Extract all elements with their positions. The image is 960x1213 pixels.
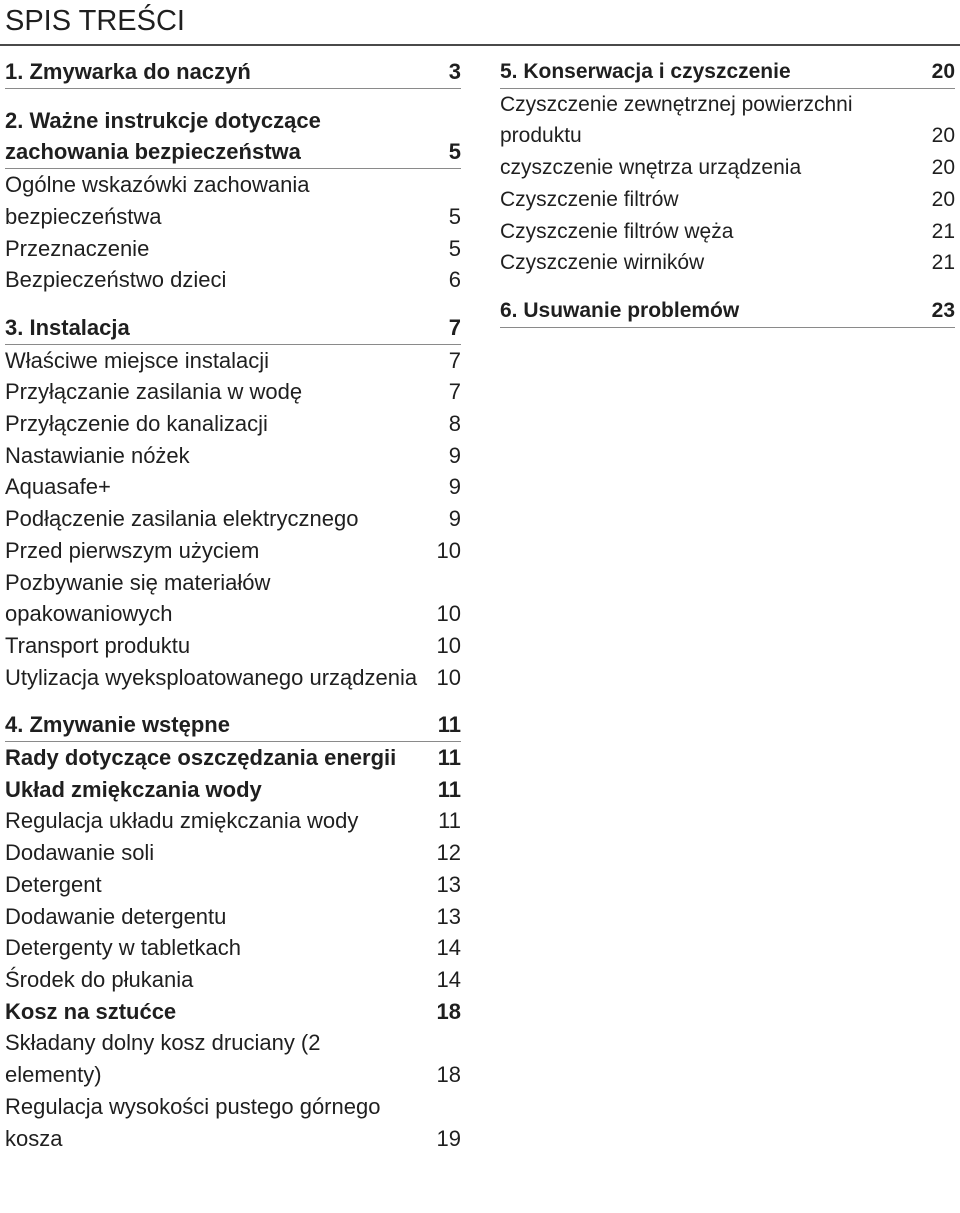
toc-entry-kosz-na-sztucce[interactable] xyxy=(5,996,461,1028)
toc-entry-label: Detergent xyxy=(5,871,102,897)
toc-entry-czyszczenie-wnetrza-urzadzenia[interactable] xyxy=(500,152,955,184)
toc-page-number: 10 xyxy=(436,632,461,658)
toc-page-number: 7 xyxy=(448,379,461,405)
toc-entry-skladany-dolny-kosz-druciany-2-elementy[interactable] xyxy=(5,1027,461,1090)
toc-entry-czyszczenie-filtrow-weza[interactable] xyxy=(500,216,955,248)
toc-chapter-3-instalacja[interactable] xyxy=(5,312,461,345)
toc-left-column xyxy=(5,56,461,1154)
toc-entry-label: Regulacja wysokości pustego górnego kosza xyxy=(5,1093,381,1151)
toc-page-number: 5 xyxy=(448,235,461,261)
toc-page-number: 5 xyxy=(448,203,461,229)
toc-entry-label: Przyłączanie zasilania w wodę xyxy=(5,379,303,405)
toc-page-number: 13 xyxy=(436,871,461,897)
toc-entry-label: Przeznaczenie xyxy=(5,235,150,261)
toc-page-number: 5 xyxy=(448,139,461,165)
toc-page-number: 7 xyxy=(448,314,461,340)
toc-page-number: 11 xyxy=(437,776,461,802)
toc-entry-label: Czyszczenie zewnętrznej powierzchni produktu xyxy=(500,92,853,148)
toc-entry-label: Nastawianie nóżek xyxy=(5,442,190,468)
toc-entry-label: Bezpieczeństwo dzieci xyxy=(5,267,227,293)
toc-page-number: 11 xyxy=(438,808,461,834)
toc-entry-label: Czyszczenie filtrów xyxy=(500,187,679,211)
toc-entry-label: Transport produktu xyxy=(5,632,191,658)
toc-entry-utylizacja-wyeksploatowanego-urzadzenia[interactable] xyxy=(5,662,461,694)
toc-page-number: 12 xyxy=(436,840,461,866)
toc-page-number: 19 xyxy=(436,1125,461,1151)
toc-page-number: 8 xyxy=(448,411,461,437)
toc-chapter-2-wazne-instrukcje-dotyczace-zachowania-bezpieczenstwa[interactable] xyxy=(5,105,461,169)
toc-page-number: 21 xyxy=(931,219,955,243)
toc-entry-label: Czyszczenie wirników xyxy=(500,251,705,275)
toc-entry-label: Dodawanie soli xyxy=(5,840,155,866)
toc-entry-label: Regulacja układu zmiękczania wody xyxy=(5,808,359,834)
toc-entry-pozbywanie-sie-materialow-opakowaniowych[interactable] xyxy=(5,567,461,630)
toc-page-number: 14 xyxy=(436,966,461,992)
toc-page-number: 11 xyxy=(437,712,461,738)
toc-page-number: 21 xyxy=(931,251,955,275)
toc-page-number: 18 xyxy=(436,1062,461,1088)
toc-chapter-4-zmywanie-wstepne[interactable] xyxy=(5,709,461,742)
toc-entry-label: Układ zmiękczania wody xyxy=(5,776,262,802)
toc-page-number: 9 xyxy=(448,442,461,468)
toc-chapter-5-konserwacja-i-czyszczenie[interactable] xyxy=(500,56,955,89)
toc-entry-transport-produktu[interactable] xyxy=(5,630,461,662)
toc-entry-czyszczenie-wirnikow[interactable] xyxy=(500,247,955,279)
toc-page-number: 11 xyxy=(437,745,461,771)
toc-page-number: 9 xyxy=(448,474,461,500)
toc-entry-rady-dotyczace-oszczedzania-energii[interactable] xyxy=(5,742,461,774)
toc-page-number: 23 xyxy=(931,298,955,322)
toc-entry-label: Utylizacja wyeksploatowanego urządzenia xyxy=(5,664,418,690)
toc-entry-czyszczenie-filtrow[interactable] xyxy=(500,184,955,216)
toc-page-number: 20 xyxy=(931,60,955,83)
toc-entry-przylaczanie-zasilania-w-wode[interactable] xyxy=(5,376,461,408)
toc-page-number: 14 xyxy=(436,935,461,961)
toc-page-number: 20 xyxy=(931,187,955,211)
page-title: SPIS TREŚCI xyxy=(5,5,185,37)
toc-entry-label: Przyłączenie do kanalizacji xyxy=(5,411,268,437)
toc-entry-label: Czyszczenie filtrów węża xyxy=(500,219,734,243)
toc-entry-regulacja-wysokosci-pustego-gornego-kosza[interactable] xyxy=(5,1091,461,1154)
toc-right-column xyxy=(500,56,955,328)
toc-entry-przeznaczenie[interactable] xyxy=(5,233,461,265)
toc-entry-dodawanie-soli[interactable] xyxy=(5,837,461,869)
toc-chapter-6-usuwanie-problemow[interactable] xyxy=(500,295,955,328)
toc-page-number: 6 xyxy=(448,267,461,293)
toc-entry-label: Rady dotyczące oszczędzania energii xyxy=(5,745,397,771)
toc-entry-label: 4. Zmywanie wstępne xyxy=(5,712,230,738)
toc-entry-detergenty-w-tabletkach[interactable] xyxy=(5,932,461,964)
toc-entry-label: Pozbywanie się materiałów opakowaniowych xyxy=(5,569,271,627)
title-divider xyxy=(0,44,960,46)
toc-entry-dodawanie-detergentu[interactable] xyxy=(5,901,461,933)
toc-entry-label: 1. Zmywarka do naczyń xyxy=(5,59,251,84)
toc-page-number: 20 xyxy=(931,156,955,180)
toc-entry-ogolne-wskazowki-zachowania-bezpieczenstwa[interactable] xyxy=(5,169,461,232)
toc-page-number: 18 xyxy=(436,998,461,1024)
toc-entry-label: Detergenty w tabletkach xyxy=(5,935,242,961)
toc-entry-label: 6. Usuwanie problemów xyxy=(500,298,740,322)
toc-entry-czyszczenie-zewnetrznej-powierzchni-produktu[interactable] xyxy=(500,89,955,152)
toc-entry-label: Dodawanie detergentu xyxy=(5,903,227,929)
toc-page-number: 20 xyxy=(931,124,955,148)
toc-page-number: 10 xyxy=(436,664,461,690)
toc-entry-label: Kosz na sztućce xyxy=(5,998,177,1024)
toc-entry-regulacja-ukladu-zmiekczania-wody[interactable] xyxy=(5,805,461,837)
toc-entry-detergent[interactable] xyxy=(5,869,461,901)
toc-entry-label: Ogólne wskazówki zachowania bezpieczeństwa xyxy=(5,172,310,229)
toc-page-number: 9 xyxy=(448,506,461,532)
toc-entry-label: Aquasafe+ xyxy=(5,474,111,500)
toc-entry-przylaczenie-do-kanalizacji[interactable] xyxy=(5,408,461,440)
toc-entry-label: Przed pierwszym użyciem xyxy=(5,537,260,563)
toc-entry-przed-pierwszym-uzyciem[interactable] xyxy=(5,535,461,567)
toc-entry-uklad-zmiekczania-wody[interactable] xyxy=(5,774,461,806)
toc-entry-label: Środek do płukania xyxy=(5,966,194,992)
toc-page-number: 10 xyxy=(436,537,461,563)
toc-chapter-1-zmywarka-do-naczyn[interactable] xyxy=(5,56,461,89)
toc-entry-label: 2. Ważne instrukcje dotyczące zachowania bezpieczeństwa xyxy=(5,107,321,165)
toc-page-number: 10 xyxy=(436,601,461,627)
toc-entry-label: Składany dolny kosz druciany (2 elementy) xyxy=(5,1030,321,1088)
toc-page-number: 3 xyxy=(448,59,461,84)
toc-entry-nastawianie-nozek[interactable] xyxy=(5,440,461,472)
toc-entry-label: Właściwe miejsce instalacji xyxy=(5,347,270,373)
toc-entry-aquasafe[interactable] xyxy=(5,471,461,503)
toc-entry-bezpieczenstwo-dzieci[interactable] xyxy=(5,264,461,296)
toc-entry-label: 5. Konserwacja i czyszczenie xyxy=(500,60,791,83)
toc-entry-label: 3. Instalacja xyxy=(5,314,130,340)
toc-entry-podlaczenie-zasilania-elektrycznego[interactable] xyxy=(5,503,461,535)
toc-entry-label: Podłączenie zasilania elektrycznego xyxy=(5,506,359,532)
toc-entry-label: czyszczenie wnętrza urządzenia xyxy=(500,156,802,180)
toc-entry-wlasciwe-miejsce-instalacji[interactable] xyxy=(5,345,461,377)
toc-page-number: 13 xyxy=(436,903,461,929)
toc-page-number: 7 xyxy=(448,347,461,373)
toc-entry-srodek-do-plukania[interactable] xyxy=(5,964,461,996)
